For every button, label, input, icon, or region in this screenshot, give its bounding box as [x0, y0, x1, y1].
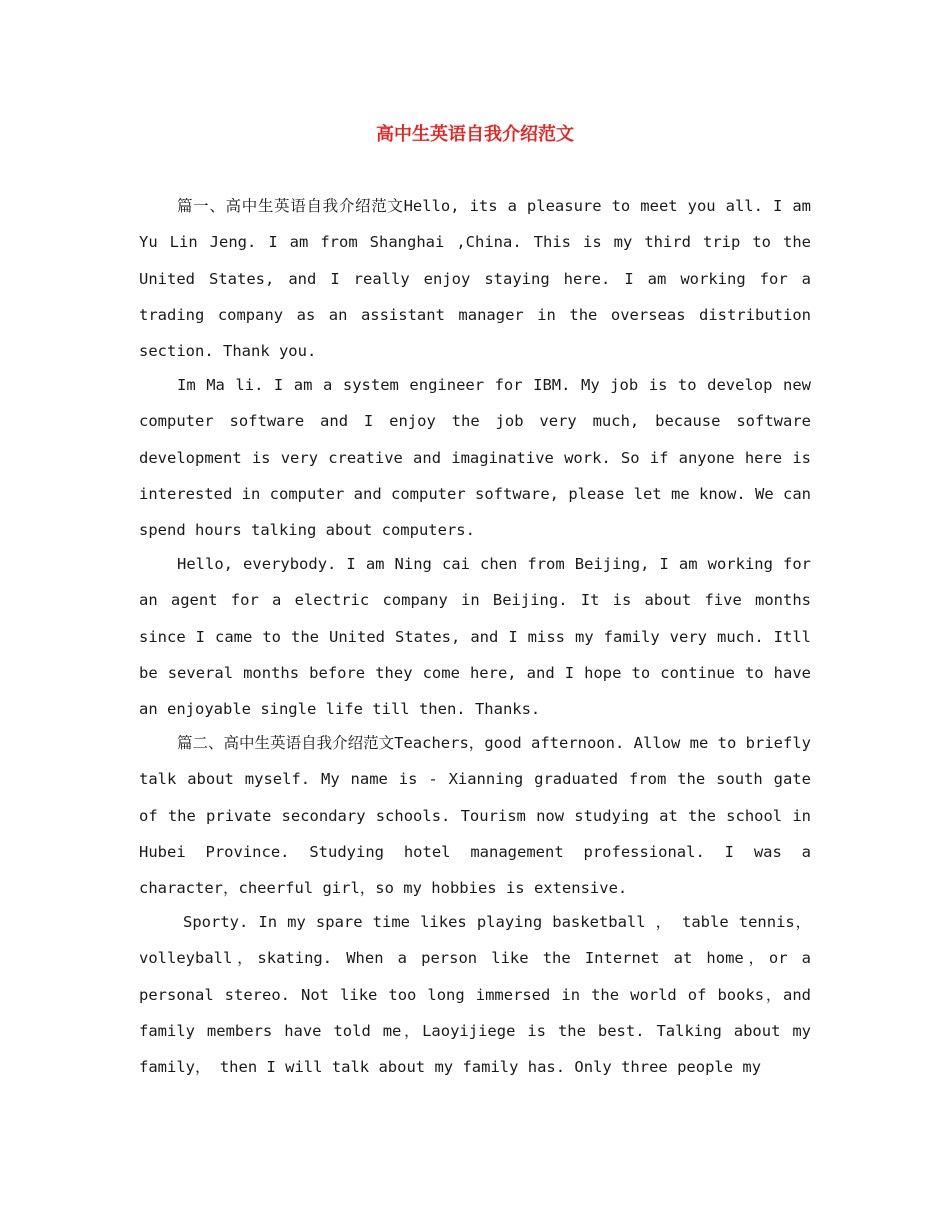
- document-body: [139, 188, 811, 1085]
- paragraph-5: Sporty. In my spare time likes playing basketball ， table tennis，volleyball，skating. When a person like the Internet at home，or a personal stereo. Not like too long immersed in the world of books，and family members have told me，Laoyijiege is the best. Talking about my family， then I will talk about my family has. Only three people my: [139, 912, 811, 1077]
- document-title: 高中生英语自我介绍范文: [376, 124, 574, 145]
- paragraph-3: Hello, everybody. I am Ning cai chen from Beijing, I am working for an agent for a electric company in Beijing. It is about five months since I came to the United States, and I miss my family very much. Itll be several months before they come here, and I hope to continue to have an enjoyable single life till then. Thanks.: [139, 554, 811, 719]
- paragraph-2: Im Ma li. I am a system engineer for IBM. My job is to develop new computer software and I enjoy the job very much, because software development is very creative and imaginative work. So if anyone here is interested in computer and computer software, please let me know. We can spend hours talking about computers.: [139, 375, 811, 540]
- paragraph-4: 篇二、高中生英语自我介绍范文Teachers，good afternoon. Allow me to briefly talk about myself. My name is - Xianning graduated from the south gate of the private secondary schools. Tourism now studying at the school in Hubei Province. Studying hotel management professional. I was a character，cheerful girl，so my hobbies is extensive.: [139, 733, 811, 898]
- paragraph-1: 篇一、高中生英语自我介绍范文Hello, its a pleasure to meet you all. I am Yu Lin Jeng. I am from Shanghai ,China. This is my third trip to the United States, and I really enjoy staying here. I am working for a trading company as an assistant manager in the overseas distribution section. Thank you.: [139, 197, 811, 361]
